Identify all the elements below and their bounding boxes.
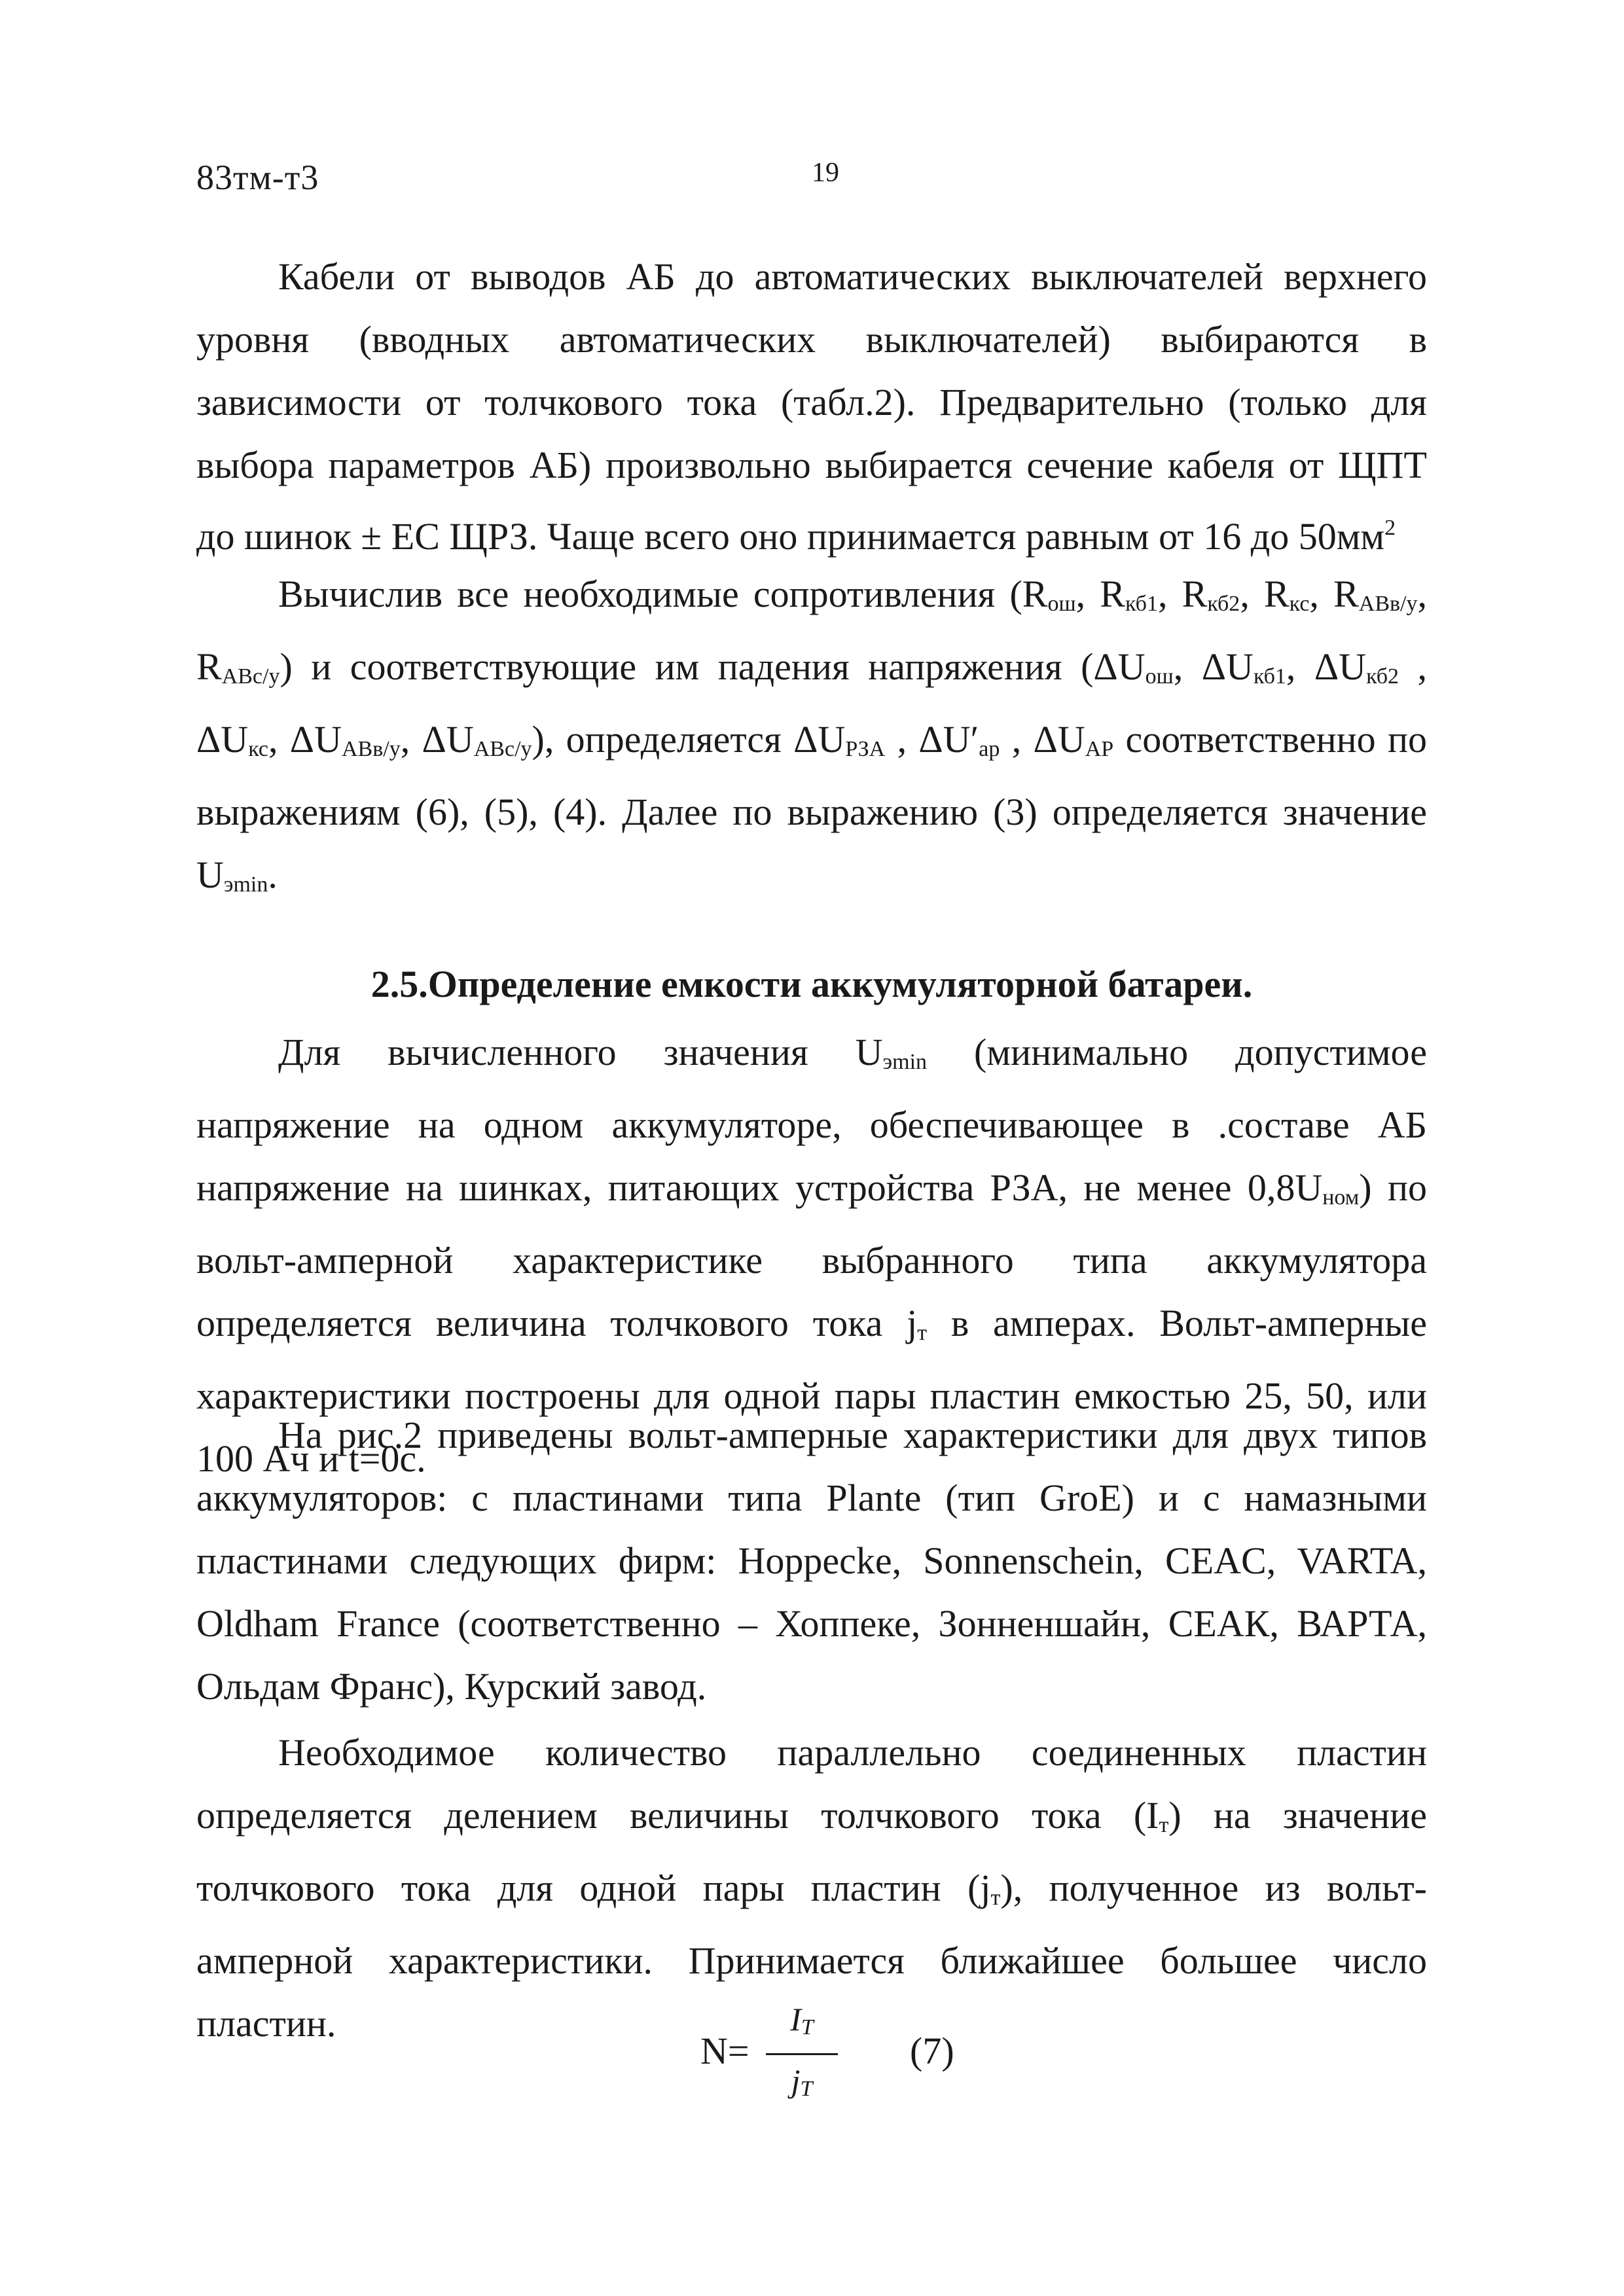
paragraph-plate-count: Необходимое количество параллельно соединенных пластин определяется делением величины толчкового тока (Iт) на значение толчкового тока для одной пары пластин (jт), полученное из вольт-амперной характеристики. Принимается ближайшее большее число пластин.: [196, 1731, 1428, 2045]
formula-denominator: j: [791, 2062, 801, 2099]
paragraph-min-voltage: Для вычисленного значения Uэmin (минимально допустимое напряжение на одном аккумуляторе, обеспечивающее в .составе АБ напряжение на шинках, питающих устройства РЗА, не менее 0,8Uном) по вольт-амперной характеристике выбранного типа аккумулятора определяется величина толчкового тока jт в амперах. Вольт-амперные характеристики построены для одной пары пластин емкостью 25, 50, или 100 Ач и t=0с.: [196, 1031, 1427, 1480]
formula-fraction: IT jT: [766, 1996, 838, 2112]
paragraph-resistances: Вычислив все необходимые сопротивления (Rош, Rкб1, Rкб2, Rкс, RАВв/у, RАВс/у) и соответствующие им падения напряжения (ΔUош, ΔUкб1, ΔUкб2 , ΔUкс, ΔUАВв/у, ΔUАВс/у), определяется ΔUРЗА , ΔU′ар , ΔUАР соответственно по выражениям (6), (5), (4). Далее по выражению (3) определяется значение Uэmin.: [196, 573, 1428, 897]
page-number: 19: [812, 158, 839, 188]
formula-7: [700, 1996, 1028, 2127]
section-heading: 2.5.Определение емкости аккумуляторной батареи.: [370, 963, 1253, 1005]
formula-lhs: N=: [700, 2030, 749, 2072]
formula-numerator: I: [790, 2001, 801, 2037]
fraction-bar: [766, 2053, 838, 2055]
document-code: 83тм-т3: [196, 158, 319, 197]
formula-number: (7): [910, 2030, 954, 2072]
paragraph-cables: Кабели от выводов АБ до автоматических выключателей верхнего уровня (вводных автоматических выключателей) выбираются в зависимости от толчкового тока (табл.2). Предварительно (только для выбора параметров АБ) произвольно выбирается сечение кабеля от ЩПТ до шинок ± ЕС ЩРЗ. Чаще всего оно принимается равным от 16 до $50мм^2$: [196, 255, 1427, 558]
paragraph-figure-2: На рис.2 приведены вольт-амперные характеристики для двух типов аккумуляторов: с пластинами типа Plante (тип GroE) и с намазными пластинами следующих фирм: Hoppecke, Sonnenschein, CEAC, VARTA, Oldham France (соответственно – Хоппеке, Зонненшайн, СЕАК, ВАРТА, Ольдам Франс), Курский завод.: [196, 1414, 1427, 1708]
